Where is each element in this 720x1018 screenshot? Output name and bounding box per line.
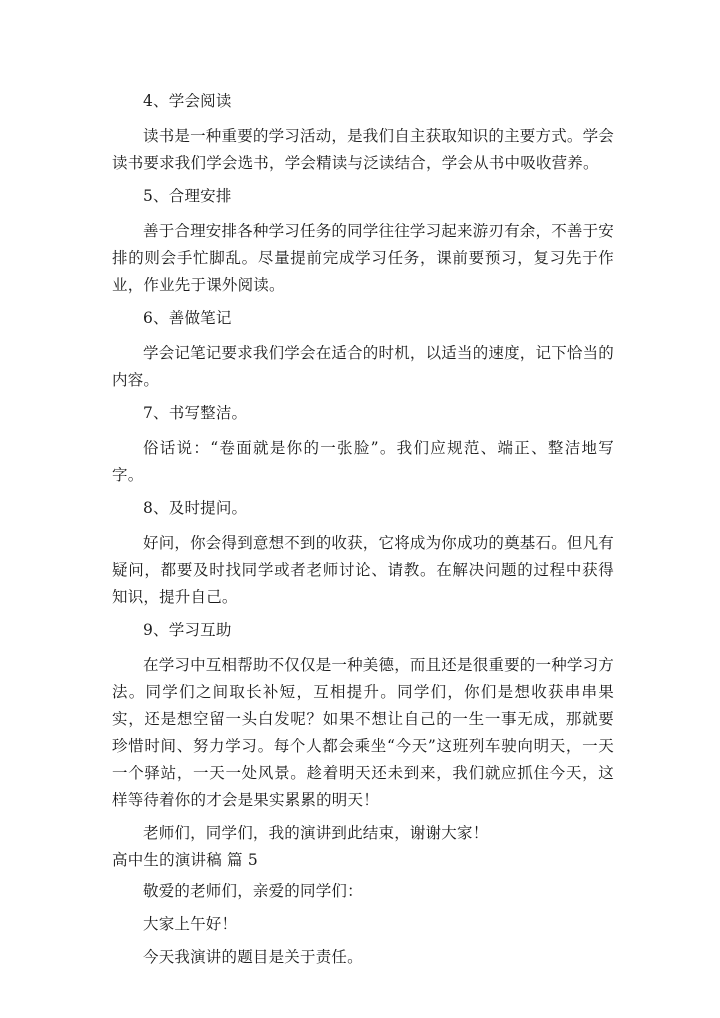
item-heading-8: 8、及时提问。 — [143, 499, 248, 517]
item-heading-5: 5、合理安排 — [143, 187, 232, 205]
item-heading-7: 7、书写整洁。 — [143, 404, 248, 422]
section-title: 高中生的演讲稿 篇 5 — [112, 851, 258, 869]
greeting-text: 敬爱的老师们，亲爱的同学们： — [143, 882, 363, 900]
topic-text: 今天我演讲的题目是关于责任。 — [143, 948, 363, 966]
hello-text: 大家上午好！ — [143, 915, 238, 933]
item-body-7: 俗话说：“卷面就是你的一张脸”。我们应规范、端正、整洁地写字。 — [112, 439, 614, 484]
item-body-9: 在学习中互相帮助不仅仅是一种美德，而且还是很重要的一种学习方法。同学们之间取长补短，互相提升。同学们，你们是想收获串串果实，还是想空留一头白发呢？如果不想让自己的一生一事无成，那就要珍惜时间、努力学习。每个人都会乘坐“今天”这班列车驶向明天，一天一个驿站，一天一处风景。趁着明天还未到来，我们就应抓住今天，这样等待着你的才会是果实累累的明天！ — [112, 656, 615, 809]
document-page — [112, 88, 614, 977]
item-heading-6: 6、善做笔记 — [143, 309, 232, 327]
item-body-6: 学会记笔记要求我们学会在适合的时机，以适当的速度，记下恰当的内容。 — [112, 344, 615, 389]
item-body-5: 善于合理安排各种学习任务的同学往往学习起来游刃有余，不善于安排的则会手忙脚乱。尽量提前完成学习任务，课前要预习，复习先于作业，作业先于课外阅读。 — [112, 222, 615, 294]
item-body-8: 好问，你会得到意想不到的收获，它将成为你成功的奠基石。但凡有疑问，都要及时找同学或者老师讨论、请教。在解决问题的过程中获得知识，提升自己。 — [112, 534, 615, 606]
item-heading-9: 9、学习互助 — [143, 621, 232, 639]
item-body-4: 读书是一种重要的学习活动，是我们自主获取知识的主要方式。学会读书要求我们学会选书，学会精读与泛读结合，学会从书中吸收营养。 — [112, 127, 615, 172]
closing-text: 老师们，同学们，我的演讲到此结束，谢谢大家！ — [143, 824, 489, 842]
item-heading-4: 4、学会阅读 — [143, 92, 232, 110]
